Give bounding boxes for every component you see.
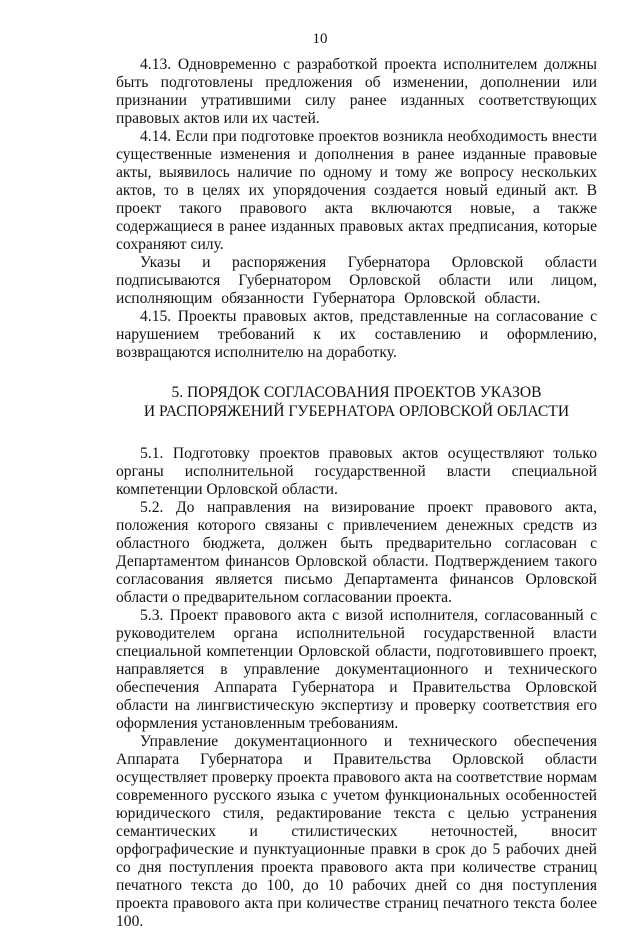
- section-heading-line-1: 5. ПОРЯДОК СОГЛАСОВАНИЯ ПРОЕКТОВ УКАЗОВ: [171, 384, 542, 401]
- paragraph-4-13: 4.13. Одновременно с разработкой проекта исполнителем должны быть подготовлены предложения об изменении, дополнении или признании утратившими силу ранее изданных соответствующих правовых актов или их частей.: [116, 56, 597, 127]
- paragraph-4-15: 4.15. Проекты правовых актов, представленные на согласование с нарушением требований к их составлению и оформлению, возвращаются исполнителю на доработку.: [116, 308, 597, 361]
- paragraph-4-14: 4.14. Если при подготовке проектов возникла необходимость внести существенные изменения и дополнения в ранее изданные правовые акты, выявилось наличие по одному и тому же вопросу нескольких актов, то в целях их упорядочения создается новый единый акт. В проект такого правового акта включаются новые, а также содержащиеся в ранее изданных правовых актах предписания, которые сохраняют силу.: [116, 128, 597, 253]
- document-body: [116, 56, 597, 931]
- paragraph-linguistic-review: Управление документационного и технического обеспечения Аппарата Губернатора и Правительства Орловской области осуществляет проверку проекта правового акта на соответствие нормам современного русского языка с учетом функциональных особенностей юридического стиля, редактирование текста с целью устранения семантических и стилистических неточностей, вносит орфографические и пунктуационные правки в срок до 5 рабочих дней со дня поступления проекта правового акта при количестве страниц печатного текста до 100, до 10 рабочих дней со дня поступления проекта правового акта при количестве страниц печатного текста более 100.: [116, 733, 597, 930]
- section-heading-line-2: И РАСПОРЯЖЕНИЙ ГУБЕРНАТОРА ОРЛОВСКОЙ ОБЛАСТИ: [143, 403, 570, 420]
- page-number: 10: [312, 31, 328, 47]
- paragraph-decrees-signing: Указы и распоряжения Губернатора Орловской области подписываются Губернатором Орловской области или лицом, исполняющим обязанности Губернатора Орловской области.: [116, 254, 597, 307]
- paragraph-5-1: 5.1. Подготовку проектов правовых актов осуществляют только органы исполнительной государственной власти специальной компетенции Орловской области.: [116, 445, 597, 498]
- section-heading: [116, 383, 597, 421]
- paragraph-5-2: 5.2. До направления на визирование проект правового акта, положения которого связаны с привлечением денежных средств из областного бюджета, должен быть предварительно согласован с Департаментом финансов Орловской области. Подтверждением такого согласования является письмо Департамента финансов Орловской области о предварительном согласовании проекта.: [116, 499, 597, 606]
- paragraph-5-3: 5.3. Проект правового акта с визой исполнителя, согласованный с руководителем органа исполнительной государственной власти специальной компетенции Орловской области, подготовившего проект, направляется в управление документационного и технического обеспечения Аппарата Губернатора и Правительства Орловской области на лингвистическую экспертизу и проверку соответствия его оформления установленным требованиям.: [116, 607, 597, 732]
